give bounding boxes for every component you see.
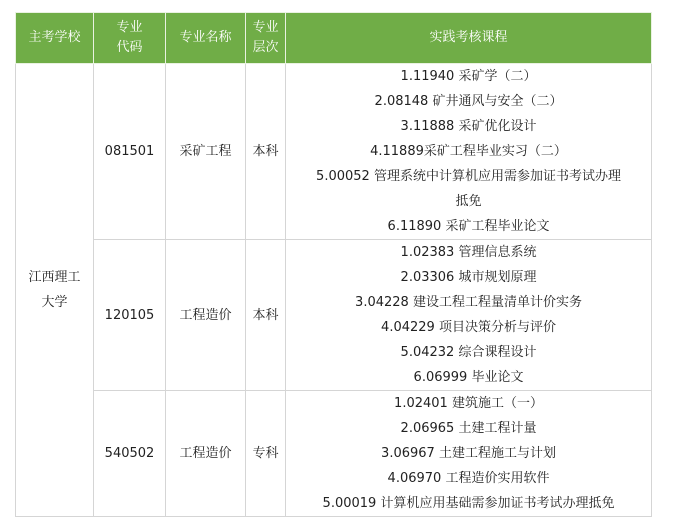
course-item: 5.00052 管理系统中计算机应用需参加证书考试办理 bbox=[316, 169, 621, 184]
course-list bbox=[286, 64, 652, 240]
course-item: 1.02401 建筑施工（一） bbox=[394, 396, 543, 411]
header-courses: 实践考核课程 bbox=[286, 13, 652, 64]
major-name: 采矿工程 bbox=[166, 64, 246, 240]
header-level: 专业 层次 bbox=[246, 13, 286, 64]
course-item: 1.11940 采矿学（二） bbox=[400, 69, 537, 84]
major-code: 081501 bbox=[94, 64, 166, 240]
major-level: 专科 bbox=[246, 391, 286, 517]
course-item: 3.04228 建设工程工程量清单计价实务 bbox=[355, 295, 582, 310]
course-item: 2.03306 城市规划原理 bbox=[400, 270, 537, 285]
school-name-cell: 江西理工 大学 bbox=[16, 64, 94, 517]
course-item: 4.04229 项目决策分析与评价 bbox=[381, 320, 556, 335]
major-name: 工程造价 bbox=[166, 240, 246, 391]
course-item: 6.11890 采矿工程毕业论文 bbox=[387, 219, 550, 234]
course-item: 抵免 bbox=[455, 194, 482, 209]
course-item: 6.06999 毕业论文 bbox=[413, 370, 524, 385]
header-code: 专业 代码 bbox=[94, 13, 166, 64]
major-code: 120105 bbox=[94, 240, 166, 391]
major-level: 本科 bbox=[246, 64, 286, 240]
course-item: 4.06970 工程造价实用软件 bbox=[387, 471, 550, 486]
header-name: 专业名称 bbox=[166, 13, 246, 64]
header-school: 主考学校 bbox=[16, 13, 94, 64]
course-item: 1.02383 管理信息系统 bbox=[400, 245, 537, 260]
table-row bbox=[16, 240, 652, 391]
course-item: 4.11889采矿工程毕业实习（二） bbox=[370, 144, 567, 159]
practice-exam-table bbox=[15, 12, 652, 517]
course-item: 2.06965 土建工程计量 bbox=[400, 421, 537, 436]
course-item: 5.00019 计算机应用基础需参加证书考试办理抵免 bbox=[322, 496, 615, 511]
course-item: 2.08148 矿井通风与安全（二） bbox=[374, 94, 563, 109]
course-item: 3.11888 采矿优化设计 bbox=[400, 119, 537, 134]
course-item: 3.06967 土建工程施工与计划 bbox=[381, 446, 556, 461]
course-item: 5.04232 综合课程设计 bbox=[400, 345, 537, 360]
course-list bbox=[286, 391, 652, 517]
table-row bbox=[16, 391, 652, 517]
major-code: 540502 bbox=[94, 391, 166, 517]
course-list bbox=[286, 240, 652, 391]
table-row bbox=[16, 64, 652, 240]
header-row bbox=[16, 13, 652, 64]
major-name: 工程造价 bbox=[166, 391, 246, 517]
major-level: 本科 bbox=[246, 240, 286, 391]
